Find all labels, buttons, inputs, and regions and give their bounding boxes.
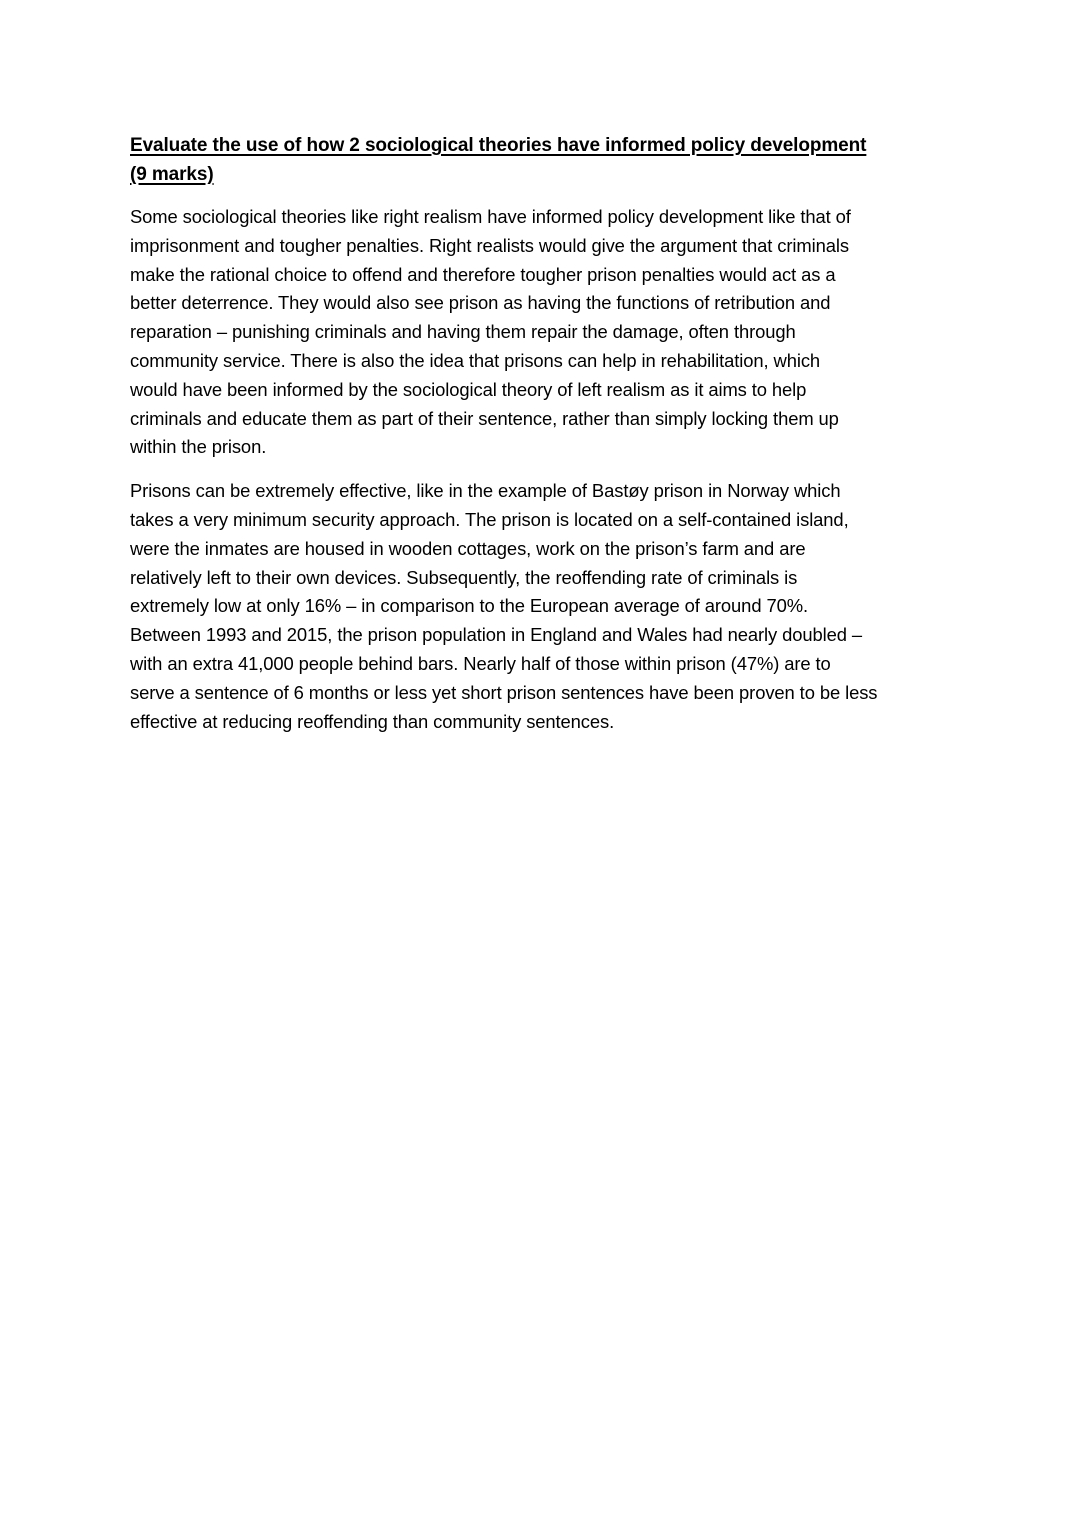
paragraph-line: community service. There is also the idea that prisons can help in rehabilitation, which (130, 349, 821, 371)
paragraph-line: extremely low at only 16% – in comparison to the European average of around 70%. (130, 595, 808, 617)
question-heading (130, 131, 950, 189)
paragraph-1 (130, 203, 950, 462)
document-page (130, 131, 950, 736)
paragraph-line: were the inmates are housed in wooden cottages, work on the prison’s farm and are (130, 537, 806, 559)
paragraph-line: criminals and educate them as part of their sentence, rather than simply locking them up (130, 407, 839, 429)
paragraph-line: relatively left to their own devices. Subsequently, the reoffending rate of criminals is (130, 566, 798, 588)
paragraph-2 (130, 477, 950, 736)
paragraph-line: effective at reducing reoffending than community sentences. (130, 710, 615, 732)
paragraph-line: would have been informed by the sociological theory of left realism as it aims to help (130, 378, 807, 400)
paragraph-line: with an extra 41,000 people behind bars. Nearly half of those within prison (47%) are to (130, 652, 831, 674)
heading-line-2: (9 marks) (130, 164, 214, 185)
heading-line-1: Evaluate the use of how 2 sociological theories have informed policy development (130, 135, 867, 156)
paragraph-line: reparation – punishing criminals and having them repair the damage, often through (130, 321, 796, 343)
paragraph-line: better deterrence. They would also see prison as having the functions of retribution and (130, 292, 831, 314)
paragraph-line: takes a very minimum security approach. The prison is located on a self-contained island, (130, 508, 849, 530)
paragraph-line: make the rational choice to offend and therefore tougher prison penalties would act as a (130, 263, 836, 285)
paragraph-line: serve a sentence of 6 months or less yet short prison sentences have been proven to be less (130, 681, 878, 703)
paragraph-line: Some sociological theories like right realism have informed policy development like that of (130, 206, 851, 227)
paragraph-line: within the prison. (130, 436, 267, 458)
paragraph-line: Between 1993 and 2015, the prison population in England and Wales had nearly doubled – (130, 624, 863, 646)
paragraph-line: imprisonment and tougher penalties. Right realists would give the argument that criminals (130, 234, 849, 256)
paragraph-line: Prisons can be extremely effective, like in the example of Bastøy prison in Norway which (130, 480, 841, 502)
